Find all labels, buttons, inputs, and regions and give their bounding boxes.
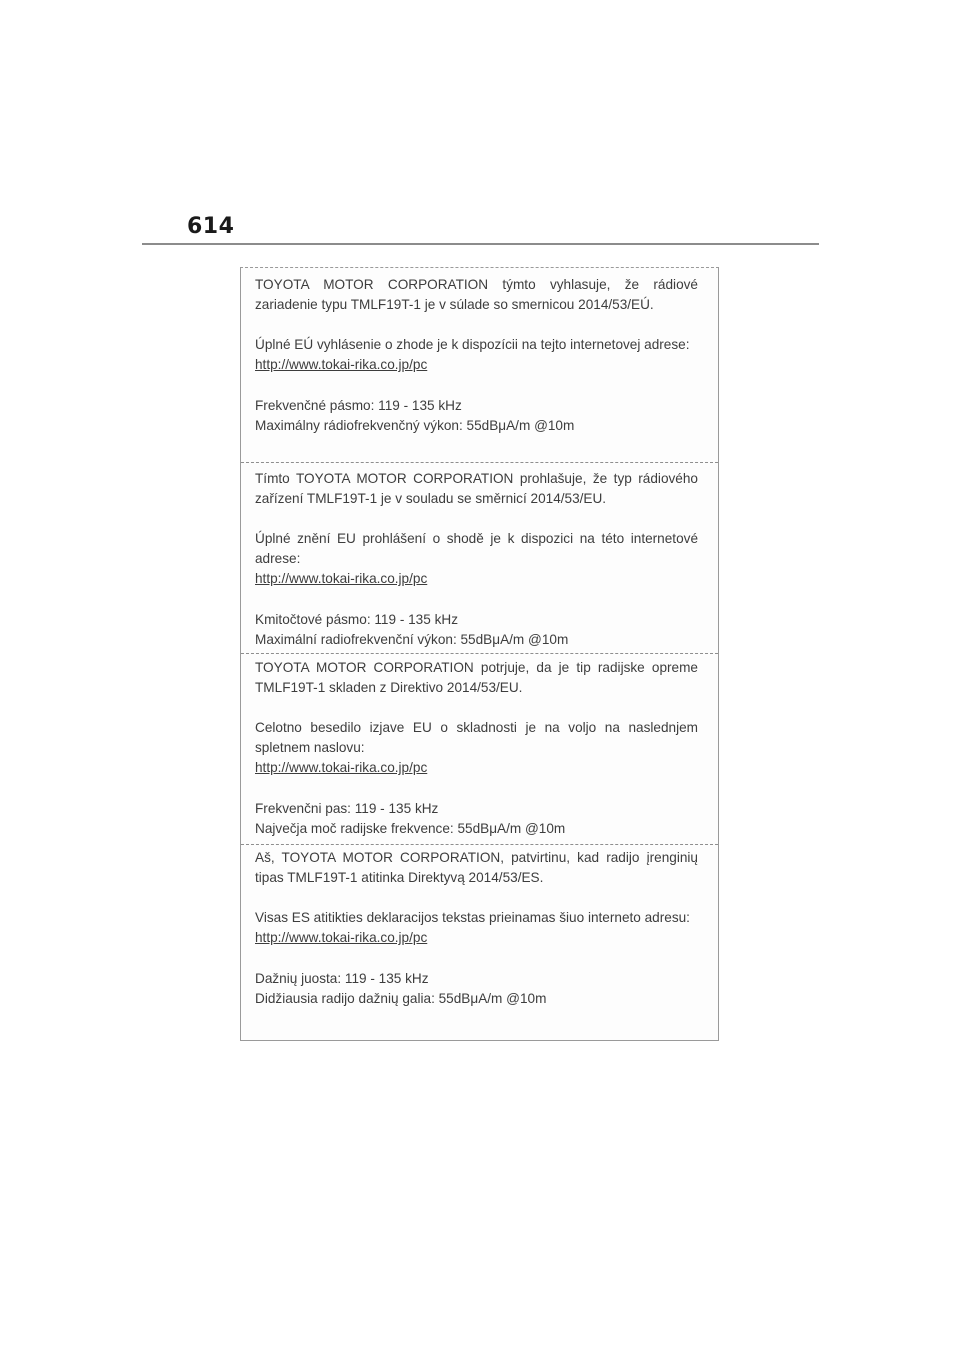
declaration-url-link[interactable]: http://www.tokai-rika.co.jp/pc <box>255 357 428 372</box>
frequency-band-text: Frekvenčné pásmo: 119 - 135 kHz <box>255 398 462 413</box>
max-power-text: Največja moč radijske frekvence: 55dBμA/m @10m <box>255 821 566 836</box>
declaration-availability-text: Celotno besedilo izjave EU o skladnosti je na voljo na naslednjem spletnem naslovu: <box>255 720 698 755</box>
conformity-statement: Tímto TOYOTA MOTOR CORPORATION prohlašuje, že typ rádiového zařízení TMLF19T-1 je v souladu se směrnicí 2014/53/EU. <box>255 471 698 506</box>
conformity-statement: Aš, TOYOTA MOTOR CORPORATION, patvirtinu, kad radijo įrenginių tipas TMLF19T-1 atitinka Direktyvą 2014/53/ES. <box>255 850 698 885</box>
max-power-text: Didžiausia radijo dažnių galia: 55dBμA/m @10m <box>255 991 547 1006</box>
conformity-statement: TOYOTA MOTOR CORPORATION týmto vyhlasuje, že rádiové zariadenie typu TMLF19T-1 je v súlade so smernicou 2014/53/EÚ. <box>255 277 698 312</box>
max-power-text: Maximální radiofrekvenční výkon: 55dBμA/m @10m <box>255 632 569 647</box>
page-number: 614 <box>187 214 235 239</box>
declaration-section-slovenian <box>241 653 718 843</box>
declaration-availability-text: Úplné znění EU prohlášení o shodě je k dispozici na této internetové adrese: <box>255 531 698 566</box>
declaration-url-link[interactable]: http://www.tokai-rika.co.jp/pc <box>255 571 428 586</box>
max-power-text: Maximálny rádiofrekvenčný výkon: 55dBμA/m @10m <box>255 418 575 433</box>
frequency-band-text: Frekvenčni pas: 119 - 135 kHz <box>255 801 439 816</box>
declaration-availability-text: Úplné EÚ vyhlásenie o zhode je k dispozícii na tejto internetovej adrese: <box>255 337 690 352</box>
declaration-section-lithuanian <box>241 844 718 1042</box>
conformity-statement: TOYOTA MOTOR CORPORATION potrjuje, da je tip radijske opreme TMLF19T-1 skladen z Direktivo 2014/53/EU. <box>255 660 698 695</box>
declaration-box <box>240 267 719 1041</box>
declaration-section-slovak <box>241 268 718 458</box>
frequency-band-text: Kmitočtové pásmo: 119 - 135 kHz <box>255 612 458 627</box>
frequency-band-text: Dažnių juosta: 119 - 135 kHz <box>255 971 429 986</box>
declaration-url-link[interactable]: http://www.tokai-rika.co.jp/pc <box>255 930 428 945</box>
declaration-section-czech <box>241 462 718 652</box>
header-divider <box>142 243 819 245</box>
declaration-availability-text: Visas ES atitikties deklaracijos tekstas prieinamas šiuo interneto adresu: <box>255 910 690 925</box>
declaration-url-link[interactable]: http://www.tokai-rika.co.jp/pc <box>255 760 428 775</box>
